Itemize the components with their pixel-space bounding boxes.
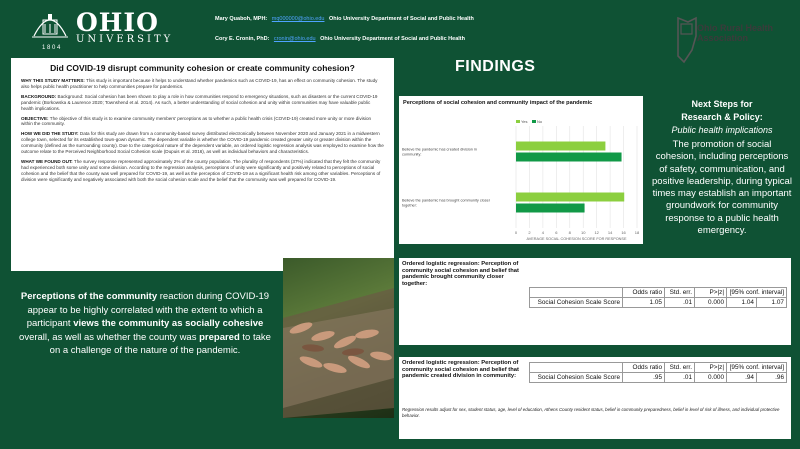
- legend-swatch: [532, 120, 536, 123]
- next-steps-panel: [651, 98, 793, 237]
- regression-table-closer: [399, 258, 791, 345]
- author-line-1: [215, 16, 474, 22]
- cell-ci-low: .94: [727, 373, 757, 383]
- regression-table: [529, 362, 787, 383]
- bar-no: [516, 204, 585, 213]
- author-name: Mary Quaboh, MPH:: [215, 16, 268, 22]
- x-tick-label: 10: [580, 230, 586, 235]
- quote-bold: prepared: [199, 331, 240, 343]
- bar-no: [516, 153, 622, 162]
- study-panel: [11, 58, 394, 271]
- quote-bold: Perceptions of the community: [20, 291, 158, 302]
- header-cell-empty: [530, 363, 623, 373]
- quote-text: reaction during COVID-19 appear to be highly correlated with the extent to which a participant: [26, 291, 270, 329]
- header-cell: Odds ratio: [623, 363, 665, 373]
- university-seal-icon: [28, 6, 72, 44]
- section-heading: HOW WE DID THE STUDY:: [21, 131, 79, 137]
- photo-illustration: [283, 258, 394, 418]
- section-text: Data for this study are drawn from a community-based survey distributed electronically between November 2020 and January 2021 in a midwestern college town, selected for its established town-gown dynamic. The dependent variable is whether the COVID-19 pandemic created greater unity or greater division within the community (defined as the surrounding county). Due to the categorical nature of the dependent variable, an ordered logistic regression analysis was employed to examine how the outcome relate to the Perceived Neighborhood Social Cohesion scale (Dupuis et al. 2016), as well as individual behaviors and characteristics.: [21, 131, 384, 155]
- section-text: The objective of this study is to examine community members' perceptions as to whether a public health crisis (COVID-19) created more unity or more division within the community.: [21, 115, 372, 127]
- cell-std-err: .01: [665, 298, 695, 308]
- row-label: Social Cohesion Scale Score: [530, 298, 623, 308]
- quote-bold: views the community as socially cohesive: [73, 318, 264, 329]
- legend-label: No: [537, 119, 543, 124]
- study-title: Did COVID-19 disrupt community cohesion or create community cohesion?: [50, 63, 355, 73]
- chart-plot: [399, 96, 643, 244]
- cell-odds-ratio: .95: [623, 373, 665, 383]
- hands-on-tree-photo: [283, 258, 394, 418]
- next-steps-heading: Next Steps for: [691, 99, 753, 109]
- table-row: [530, 373, 787, 383]
- author-name: Cory E. Cronin, PhD:: [215, 36, 270, 42]
- header-cell: P>|z|: [695, 363, 727, 373]
- author-line-2: [215, 36, 465, 42]
- regression-table: [529, 287, 787, 308]
- cell-odds-ratio: 1.05: [623, 298, 665, 308]
- cell-ci-low: 1.04: [727, 298, 757, 308]
- study-section: [21, 159, 384, 183]
- category-label: Believe the pandemic has created division in community:: [402, 147, 477, 157]
- ohio-state-outline-icon: [676, 16, 698, 64]
- regression-label: Ordered logistic regression: Perception of community social cohesion and belief that pandemic brought community closer together:: [402, 261, 519, 287]
- x-axis-label: AVERAGE SOCIAL COHESION SCORE FOR RESPONSE: [526, 237, 627, 241]
- key-finding-statement: [16, 290, 274, 358]
- section-text: This study is important because it helps to understand whether pandemics such as COVID-19, has an effect on community cohesion. The study also helps public health practitioner to help communities prepare for pandemics.: [21, 78, 378, 89]
- cell-p-value: 0.000: [695, 373, 727, 383]
- header-cell: [95% conf. interval]: [727, 288, 787, 298]
- category-label: Believe the pandemic has brought community closer together:: [402, 198, 491, 208]
- header-cell: [95% conf. interval]: [727, 363, 787, 373]
- university-name: OHIO: [76, 8, 159, 37]
- chart-title: Perceptions of social cohesion and community impact of the pandemic: [403, 100, 593, 106]
- x-tick-label: 0: [514, 230, 518, 235]
- next-steps-heading-2: Research & Policy:: [681, 112, 763, 122]
- x-tick-label: 14: [607, 230, 613, 235]
- section-text: The survey response represented approximately 2% of the county population. The plurality of respondents (37%) indicated that they felt the community had experienced both some unity and some division. According to the regression analysis, perceptions of unity were significantly and positively related to perceptions of social cohesion and the belief that the county was well prepared for COVID-19, as well as the perception of COVID-19 as a significant health risk among other variables. Perceptions of division were significantly and negatively associated with both the social cohesion scale and the belief that the community was well prepared for COVID-19.: [21, 158, 381, 182]
- x-tick-label: 2: [528, 230, 531, 235]
- section-heading: BACKGROUND:: [21, 93, 57, 99]
- bar-yes: [516, 193, 624, 202]
- table-header-row: [530, 363, 787, 373]
- cell-ci-high: .96: [756, 373, 786, 383]
- study-section: [21, 116, 384, 128]
- legend-swatch: [516, 120, 520, 123]
- study-section: [21, 131, 384, 155]
- study-section: [21, 94, 384, 112]
- table-row: [530, 298, 787, 308]
- bar-yes: [516, 142, 605, 151]
- header-cell: Odds ratio: [623, 288, 665, 298]
- findings-title: FINDINGS: [455, 58, 536, 75]
- study-section: [21, 78, 384, 90]
- cell-p-value: 0.000: [695, 298, 727, 308]
- section-heading: WHY THIS STUDY MATTERS:: [21, 78, 85, 83]
- next-steps-body: The promotion of social cohesion, including perceptions of safety, communication, and positive leadership, during typical times may establish an important groundwork for community response to a public health emergency.: [652, 139, 792, 237]
- next-steps-subheading: Public health implications: [671, 125, 773, 135]
- ohio-university-logo: [28, 6, 178, 51]
- cell-ci-high: 1.07: [756, 298, 786, 308]
- header-cell: P>|z|: [695, 288, 727, 298]
- quote-text: overall, as well as whether the county was: [19, 331, 200, 343]
- header-cell: Std. err.: [665, 288, 695, 298]
- section-text: Background: Social cohesion has been shown to play a role in how communities respond to emergency situations, such as disasters or the current COVID-19 pandemic (Borkowska & Laurence 2020; Townshend et al. 2014). As such, a better understanding of social cohesion and unity within communities may have valuable public health implications.: [21, 93, 378, 111]
- regression-label: Ordered logistic regression: Perception of community social cohesion and belief that pandemic created division in community:: [402, 360, 519, 380]
- x-tick-label: 8: [568, 230, 571, 235]
- x-tick-label: 6: [555, 230, 558, 235]
- author-affiliation: Ohio University Department of Social and Public Health: [329, 16, 474, 22]
- section-heading: OBJECTIVE:: [21, 115, 49, 121]
- partner-name: Ohio Rural Health Association: [697, 23, 774, 43]
- university-year: 1 8 0 4: [42, 45, 61, 51]
- cell-std-err: .01: [665, 373, 695, 383]
- author-affiliation: Ohio University Department of Social and Public Health: [320, 36, 465, 42]
- x-tick-label: 16: [621, 230, 626, 235]
- author-email-link[interactable]: mq000000@ohio.edu: [271, 16, 325, 22]
- section-heading: WHAT WE FOUND OUT:: [21, 158, 73, 164]
- x-tick-label: 18: [634, 230, 640, 235]
- x-tick-label: 12: [594, 230, 599, 235]
- table-header-row: [530, 288, 787, 298]
- legend-label: Yes: [521, 119, 528, 124]
- regression-table-division: [399, 357, 791, 439]
- university-subtitle: UNIVERSITY: [76, 34, 174, 45]
- regression-note: Regression results adjust for sex, student status, age, level of education, Athens County resident status, belief in community preparedness, belief in level of risk of illness, and individual protective behavior.: [402, 407, 780, 418]
- header-cell-empty: [530, 288, 623, 298]
- header-cell: Std. err.: [665, 363, 695, 373]
- x-tick-label: 4: [541, 230, 545, 235]
- quote-text: to take on a challenge of the nature of the pandemic.: [49, 331, 271, 356]
- cohesion-chart: [399, 96, 643, 244]
- author-email-link[interactable]: cronin@ohio.edu: [273, 36, 316, 42]
- row-label: Social Cohesion Scale Score: [530, 373, 623, 383]
